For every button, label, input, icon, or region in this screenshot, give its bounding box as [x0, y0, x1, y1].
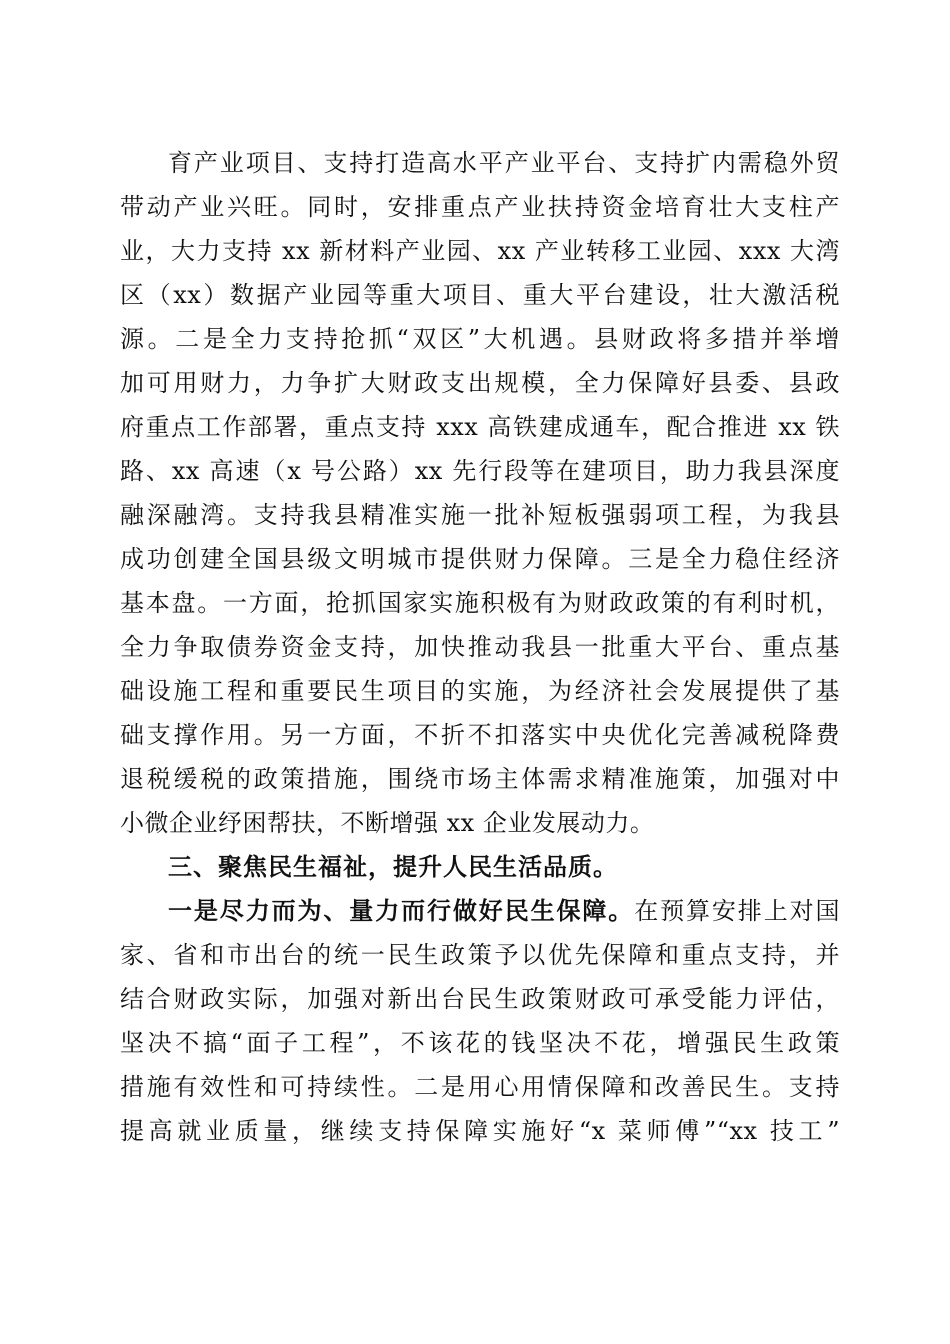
paragraph-line: 家、省和市出台的统一民生政策予以优先保障和重点支持，并	[120, 941, 840, 969]
paragraph-line: 融深融湾。支持我县精准实施一批补短板强弱项工程，为我县	[120, 501, 840, 529]
paragraph-line: 业，大力支持 xx 新材料产业园、xx 产业转移工业园、xxx 大湾	[120, 237, 840, 265]
paragraph-line: 提高就业质量，继续支持保障实施好“x 菜师傅”“xx 技工”	[120, 1117, 840, 1145]
paragraph-line: 措施有效性和可持续性。二是用心用情保障和改善民生。支持	[120, 1073, 840, 1101]
paragraph-line: 退税缓税的政策措施，围绕市场主体需求精准施策，加强对中	[120, 765, 840, 793]
paragraph-line: 结合财政实际，加强对新出台民生政策财政可承受能力评估，	[120, 985, 840, 1013]
paragraph-line: 小微企业纾困帮扶，不断增强 xx 企业发展动力。	[120, 809, 655, 837]
section-heading: 三、聚焦民生福祉，提升人民生活品质。	[168, 853, 618, 881]
paragraph-line: 全力争取债券资金支持，加快推动我县一批重大平台、重点基	[120, 633, 840, 661]
paragraph-line: 府重点工作部署，重点支持 xxx 高铁建成通车，配合推进 xx 铁	[120, 413, 840, 441]
paragraph-line: 础设施工程和重要民生项目的实施，为经济社会发展提供了基	[120, 677, 840, 705]
paragraph-line: 带动产业兴旺。同时，安排重点产业扶持资金培育壮大支柱产	[120, 193, 840, 221]
paragraph-line: 加可用财力，力争扩大财政支出规模，全力保障好县委、县政	[120, 369, 840, 397]
paragraph-line: 础支撑作用。另一方面，不折不扣落实中央优化完善减税降费	[120, 721, 840, 749]
paragraph-lead-line	[168, 891, 840, 931]
paragraph-line: 育产业项目、支持打造高水平产业平台、支持扩内需稳外贸	[168, 149, 840, 177]
paragraph-lead-rest: 在预算安排上对国	[634, 897, 841, 925]
paragraph-line: 成功创建全国县级文明城市提供财力保障。三是全力稳住经济	[120, 545, 840, 573]
paragraph-lead-bold: 一是尽力而为、量力而行做好民生保障。	[168, 896, 635, 925]
paragraph-line: 源。二是全力支持抢抓“双区”大机遇。县财政将多措并举增	[120, 325, 840, 353]
paragraph-line: 路、xx 高速（x 号公路）xx 先行段等在建项目，助力我县深度	[120, 457, 840, 485]
paragraph-line: 坚决不搞“面子工程”，不该花的钱坚决不花，增强民生政策	[120, 1029, 840, 1057]
paragraph-line: 基本盘。一方面，抢抓国家实施积极有为财政政策的有利时机，	[120, 589, 840, 617]
paragraph-line: 区（xx）数据产业园等重大项目、重大平台建设，壮大激活税	[120, 281, 840, 309]
